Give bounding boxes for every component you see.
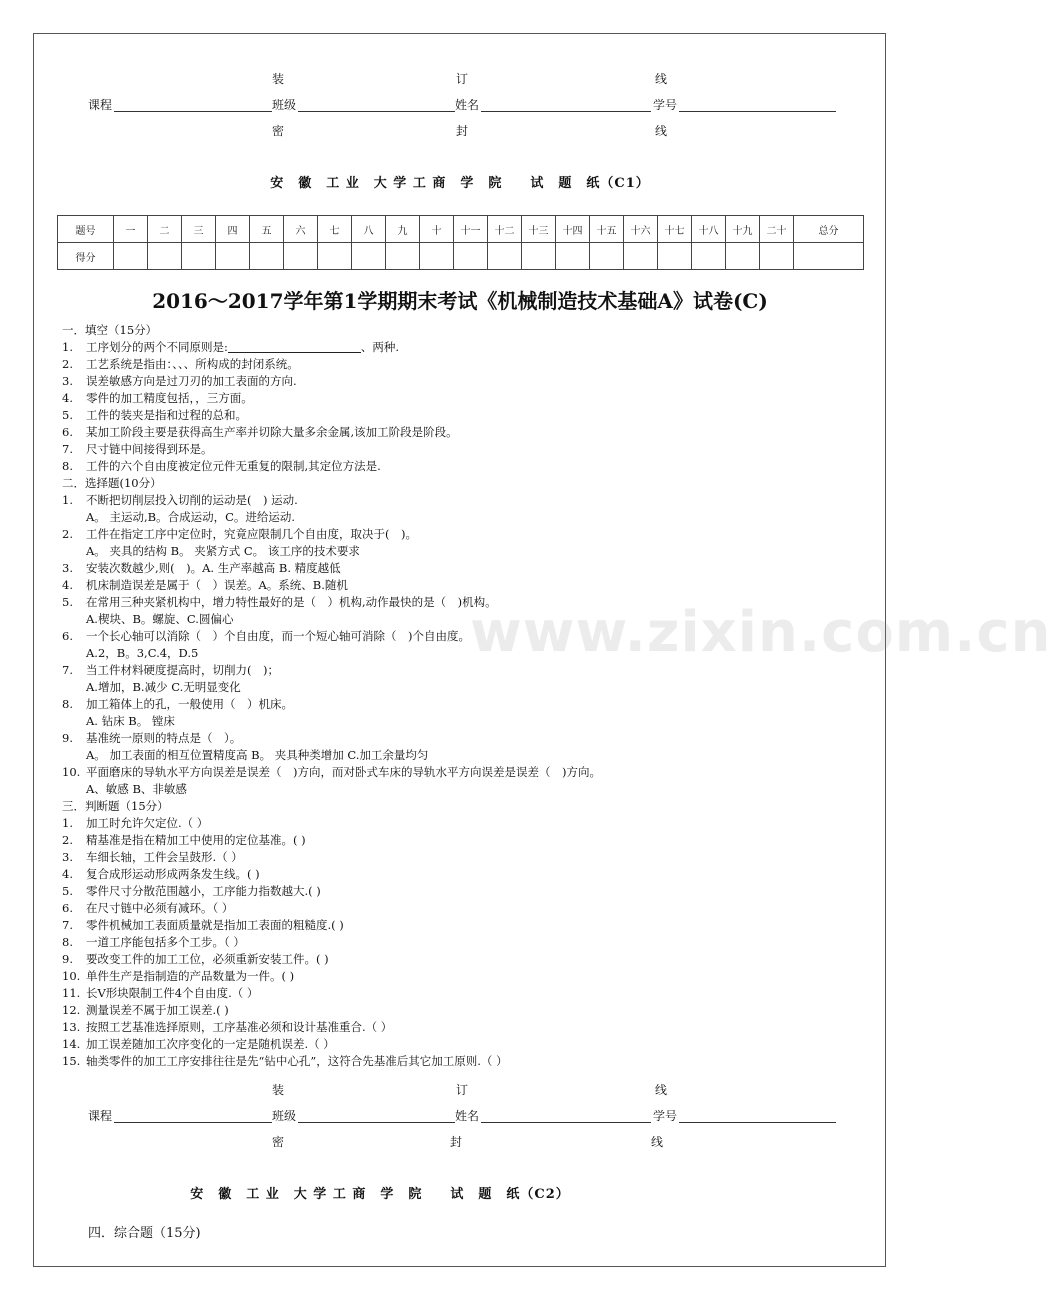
binding-char: 订 (456, 1083, 469, 1097)
id-field[interactable] (679, 1108, 836, 1123)
list-item: 2. 工艺系统是指由：、、、所构成的封闭系统。 (62, 357, 299, 371)
list-item: 5. 零件尺寸分散范围越小，工序能力指数越大.( ) (62, 884, 321, 898)
seal-char: 密 (272, 1135, 285, 1149)
score-cell[interactable] (386, 243, 420, 270)
list-item: 4. 零件的加工精度包括，，三方面。 (62, 391, 253, 405)
score-table (57, 215, 864, 270)
class-field[interactable] (298, 97, 455, 112)
list-item: 2. 工件在指定工序中定位时，究竟应限制几个自由度，取决于( )。 (62, 527, 417, 541)
list-item: A、敏感 B、非敏感 (86, 782, 187, 796)
seal-char: 密 (272, 124, 285, 138)
list-item: 14. 加工误差随加工次序变化的一定是随机误差.（ ） (62, 1037, 335, 1051)
section-heading: 四．综合题（15分) (88, 1226, 201, 1241)
question-col: 十三 (522, 216, 556, 243)
list-item: 8. 工件的六个自由度被定位元件无重复的限制,其定位方法是. (62, 459, 381, 473)
list-item: 8. 一道工序能包括多个工步。（ ） (62, 935, 245, 949)
binding-line-top-2 (100, 1081, 836, 1099)
score-row (58, 243, 864, 270)
binding-line-seal (100, 122, 836, 140)
binding-char: 装 (272, 72, 285, 86)
paper-title-c1: 安 徽 工 业 大 学 工 商 学 院 试 题 纸（C1） (270, 176, 650, 191)
score-cell[interactable] (114, 243, 148, 270)
seal-char: 线 (651, 1135, 664, 1149)
score-cell[interactable] (726, 243, 760, 270)
score-cell[interactable] (284, 243, 318, 270)
question-col: 十七 (658, 216, 692, 243)
question-col: 二十 (760, 216, 794, 243)
list-item: 10. 单件生产是指制造的产品数量为一件。( ) (62, 969, 295, 983)
score-cell[interactable] (692, 243, 726, 270)
binding-char: 订 (456, 72, 469, 86)
list-item: 1. 不断把切削层投入切削的运动是( ) 运动. (62, 493, 298, 507)
course-label: 课程 (88, 98, 113, 112)
score-header-row (58, 216, 864, 243)
score-cell[interactable] (454, 243, 488, 270)
score-cell[interactable] (352, 243, 386, 270)
section-heading: 二．选择题(10分） (62, 476, 162, 490)
question-col: 十二 (488, 216, 522, 243)
name-field[interactable] (481, 1108, 651, 1123)
list-item: 3. 安装次数越少,则( )。A. 生产率越高 B. 精度越低 (62, 561, 341, 575)
score-label: 得分 (58, 243, 114, 270)
list-item: 7. 零件机械加工表面质量就是指加工表面的粗糙度.( ) (62, 918, 344, 932)
name-field[interactable] (481, 97, 651, 112)
question-col: 十五 (590, 216, 624, 243)
student-info-row (88, 96, 838, 114)
score-cell[interactable] (216, 243, 250, 270)
score-cell[interactable] (420, 243, 454, 270)
list-item: 13. 按照工艺基准选择原则，工序基准必须和设计基准重合.（ ） (62, 1020, 393, 1034)
list-item: 9. 基准统一原则的特点是（ ）。 (62, 731, 242, 745)
student-info-row-2 (88, 1107, 838, 1125)
name-label: 姓名 (455, 98, 480, 112)
list-item: 10. 平面磨床的导轨水平方向误差是误差（ )方向，而对卧式车床的导轨水平方向误差是误差（ )方向。 (62, 765, 601, 779)
list-item: 6. 一个长心轴可以消除（ ）个自由度，而一个短心轴可消除（ )个自由度。 (62, 629, 470, 643)
question-col: 十一 (454, 216, 488, 243)
class-field[interactable] (298, 1108, 455, 1123)
list-item: 9. 要改变工件的加工工位，必须重新安装工件。( ) (62, 952, 329, 966)
total-label: 总分 (794, 216, 864, 243)
score-cell[interactable] (590, 243, 624, 270)
list-item: A. 钻床 B。 镗床 (86, 714, 175, 728)
seal-char: 封 (456, 124, 469, 138)
list-item: A.增加，B.减少 C.无明显变化 (86, 680, 241, 694)
score-cell[interactable] (182, 243, 216, 270)
question-number-label: 题号 (58, 216, 114, 243)
question-col: 十四 (556, 216, 590, 243)
course-field[interactable] (114, 1108, 272, 1123)
score-cell[interactable] (624, 243, 658, 270)
section-heading: 一．填空（15分） (62, 323, 158, 337)
question-col: 十九 (726, 216, 760, 243)
list-item: 6. 在尺寸链中必须有减环。（ ） (62, 901, 234, 915)
list-item: A.楔块、B。螺旋、C.圆偏心 (86, 612, 234, 626)
binding-line-top (100, 70, 836, 88)
score-cell[interactable] (522, 243, 556, 270)
question-col: 五 (250, 216, 284, 243)
question-col: 十八 (692, 216, 726, 243)
question-body (62, 322, 862, 1070)
class-label: 班级 (272, 1109, 297, 1123)
score-cell[interactable] (488, 243, 522, 270)
course-field[interactable] (114, 97, 272, 112)
question-col: 九 (386, 216, 420, 243)
section-heading: 三．判断题（15分） (62, 799, 169, 813)
list-item: 15. 轴类零件的加工工序安排往往是先“钻中心孔”，这符合先基准后其它加工原则.（ ） (62, 1054, 508, 1068)
question-col: 八 (352, 216, 386, 243)
score-cell[interactable] (760, 243, 794, 270)
total-score-cell[interactable] (794, 243, 864, 270)
list-item: 12. 测量误差不属于加工误差.( ) (62, 1003, 229, 1017)
seal-char: 封 (450, 1135, 463, 1149)
question-col: 二 (148, 216, 182, 243)
course-label: 课程 (88, 1109, 113, 1123)
id-label: 学号 (653, 98, 678, 112)
list-item: 3. 车细长轴，工件会呈鼓形.（ ） (62, 850, 243, 864)
question-col: 十六 (624, 216, 658, 243)
list-item: 4. 机床制造误差是属于（ ）误差。A。系统、B.随机 (62, 578, 348, 592)
list-item: A.2，B。3,C.4，D.5 (86, 646, 199, 660)
list-item: 2. 精基准是指在精加工中使用的定位基准。( ) (62, 833, 306, 847)
list-item: 1. 工序划分的两个不同原则是: 、两种. (62, 340, 400, 354)
list-item: 3. 误差敏感方向是过刀刃的加工表面的方向. (62, 374, 297, 388)
seal-char: 线 (655, 124, 668, 138)
score-cell[interactable] (148, 243, 182, 270)
list-item: 11. 长V形块限制工件4个自由度.（ ） (62, 986, 259, 1000)
binding-char: 线 (655, 72, 668, 86)
question-col: 七 (318, 216, 352, 243)
score-cell[interactable] (658, 243, 692, 270)
question-col: 十 (420, 216, 454, 243)
watermark: www.zixin.com.cn (470, 600, 1052, 665)
class-label: 班级 (272, 98, 297, 112)
list-item: A。 夹具的结构 B。 夹紧方式 C。 该工序的技术要求 (86, 544, 360, 558)
exam-title: 2016～2017学年第1学期期末考试《机械制造技术基础A》试卷(C) (152, 289, 768, 313)
question-col: 六 (284, 216, 318, 243)
question-col: 三 (182, 216, 216, 243)
list-item: 4. 复合成形运动形成两条发生线。( ) (62, 867, 260, 881)
list-item: 5. 在常用三种夹紧机构中，增力特性最好的是（ ）机构,动作最快的是（ )机构。 (62, 595, 497, 609)
list-item: 7. 当工件材料硬度提高时，切削力( )； (62, 663, 279, 677)
list-item: 5. 工件的装夹是指和过程的总和。 (62, 408, 247, 422)
id-label: 学号 (653, 1109, 678, 1123)
score-cell[interactable] (556, 243, 590, 270)
binding-char: 装 (272, 1083, 285, 1097)
list-item: 7. 尺寸链中间接得到环是。 (62, 442, 213, 456)
question-col: 一 (114, 216, 148, 243)
list-item: A。 主运动,B。合成运动，C。进给运动. (86, 510, 296, 524)
name-label: 姓名 (455, 1109, 480, 1123)
list-item: 6. 某加工阶段主要是获得高生产率并切除大量多余金属,该加工阶段是阶段。 (62, 425, 458, 439)
id-field[interactable] (679, 97, 836, 112)
question-col: 四 (216, 216, 250, 243)
paper-title-c2: 安 徽 工 业 大 学 工 商 学 院 试 题 纸（C2） (190, 1187, 570, 1202)
list-item: A。 加工表面的相互位置精度高 B。 夹具种类增加 C.加工余量均匀 (86, 748, 429, 762)
list-item: 1. 加工时允许欠定位.（ ） (62, 816, 209, 830)
score-cell[interactable] (318, 243, 352, 270)
list-item: 8. 加工箱体上的孔，一般使用（ ）机床。 (62, 697, 293, 711)
score-cell[interactable] (250, 243, 284, 270)
answer-blank[interactable] (228, 340, 361, 353)
binding-line-seal-2 (100, 1133, 836, 1151)
binding-char: 线 (655, 1083, 668, 1097)
